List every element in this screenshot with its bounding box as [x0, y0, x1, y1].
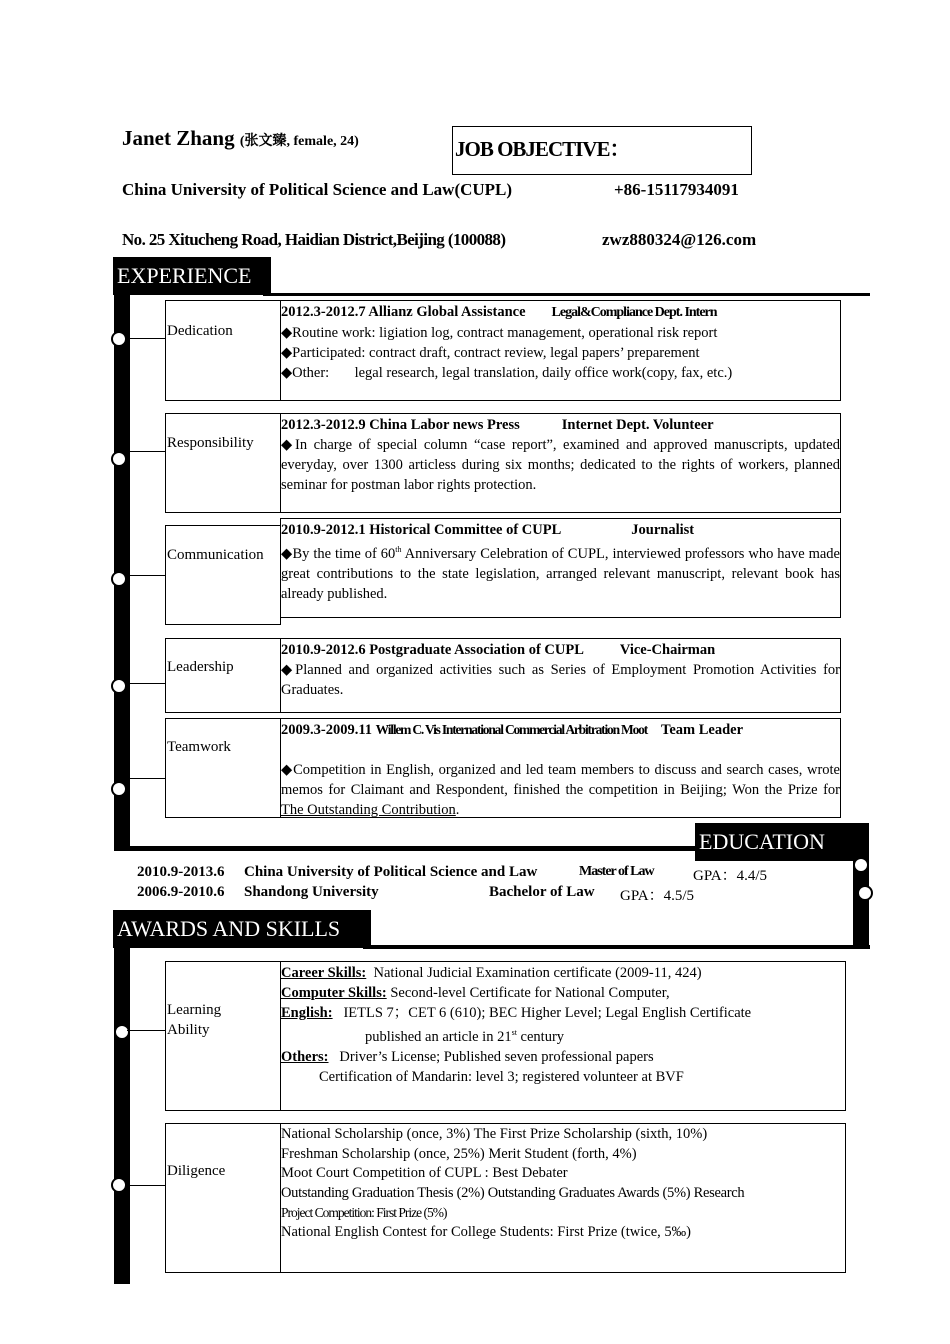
entry-role: Legal&Compliance Dept. Intern — [551, 305, 717, 320]
entry-text: ◆Planned and organized activities such as Series of Employment Promotion Activities for Graduates. — [281, 662, 840, 698]
timeline-node — [853, 857, 869, 873]
education-gpa: GPA：4.5/5 — [620, 888, 695, 904]
awards-label: Diligence — [167, 1163, 226, 1179]
experience-entry — [280, 518, 841, 618]
experience-label: Communication — [167, 547, 264, 563]
job-objective-label: JOB OBJECTIVE： — [455, 137, 630, 161]
experience-label: Responsibility — [167, 435, 254, 451]
timeline-node — [857, 885, 873, 901]
entry-role: Journalist — [631, 522, 695, 538]
timeline-connector — [127, 778, 165, 779]
education-dates: 2010.9-2013.6 — [137, 864, 225, 880]
experience-label: Teamwork — [167, 739, 231, 755]
entry-heading: 2012.3-2012.7 Allianz Global Assistance — [281, 304, 526, 320]
awards-rule — [363, 945, 870, 949]
timeline-connector — [127, 683, 165, 684]
entry-line: ◆Other: legal research, legal translation, daily office work(copy, fax, etc.) — [281, 365, 733, 381]
name-text: Janet Zhang — [122, 126, 235, 150]
awards-label: Ability — [167, 1022, 210, 1038]
experience-label-box — [165, 638, 281, 713]
experience-label-box — [165, 718, 281, 818]
education-degree: Bachelor of Law — [489, 884, 595, 900]
timeline-node — [111, 678, 127, 694]
education-degree: Master of Law — [579, 864, 654, 879]
education-school: China University of Political Science and Law — [244, 864, 538, 880]
education-dates: 2006.9-2010.6 — [137, 884, 225, 900]
candidate-name — [122, 126, 359, 151]
timeline-connector — [127, 1030, 165, 1031]
entry-heading: 2012.3-2012.9 China Labor news Press — [281, 417, 520, 433]
experience-label-box — [165, 300, 281, 401]
timeline-node — [114, 1024, 130, 1040]
experience-entry — [280, 718, 841, 818]
education-gpa: GPA：4.4/5 — [693, 868, 768, 884]
entry-line: ◆Routine work: ligiation log, contract management, operational risk report — [281, 325, 718, 341]
experience-entry — [280, 300, 841, 401]
education-school: Shandong University — [244, 884, 379, 900]
name-detail: (张文臻, female, 24) — [239, 134, 359, 149]
university-text: China University of Political Science and Law(CUPL) — [122, 180, 513, 199]
entry-line: ◆Participated: contract draft, contract review, legal papers’ preparement — [281, 345, 700, 361]
experience-label-box — [165, 525, 281, 625]
experience-entry — [280, 413, 841, 513]
entry-heading: 2009.3-2009.11 — [281, 722, 373, 738]
entry-heading: 2010.9-2012.1 Historical Committee of CUPL — [281, 522, 562, 538]
timeline-node — [111, 571, 127, 587]
entry-text: ◆In charge of special column “case report”, examined and approved manuscripts, updated everyday, over 1300 articless during six months; dedicated to the rights of workers, planned seminar for postman labor rights protection. — [281, 437, 840, 493]
awards-heading: AWARDS AND SKILLS — [113, 910, 371, 948]
awards-label-box — [165, 1123, 281, 1273]
phone-text: +86-15117934091 — [614, 180, 739, 199]
entry-heading: 2010.9-2012.6 Postgraduate Association of CUPL — [281, 642, 584, 658]
experience-entry — [280, 638, 841, 713]
timeline-connector — [127, 338, 165, 339]
experience-heading: EXPERIENCE — [113, 257, 271, 295]
timeline-node — [111, 1177, 127, 1193]
entry-text: ◆By the time of 60th Anniversary Celebration of CUPL, interviewed professors who have made great contributions to the state legislation, arranged relevant manuscript, relevant book has already published. — [281, 545, 840, 602]
awards-timeline-bar — [114, 946, 130, 1284]
experience-label: Leadership — [167, 659, 234, 675]
entry-role: Team Leader — [661, 722, 744, 738]
entry-text: ◆Competition in English, organized and led team members to discuss and search cases, wrote memos for Claimant and Respondent, finished the competition in Beijing; Won the Prize for The Outstanding Contribution. — [281, 762, 840, 818]
experience-bottom-rule — [114, 846, 704, 851]
entry-role: Internet Dept. Volunteer — [561, 417, 714, 433]
experience-rule — [263, 293, 870, 296]
timeline-node — [111, 451, 127, 467]
entry-org: Willem C. Vis International Commercial Arbitration Moot — [375, 722, 647, 737]
timeline-connector — [127, 575, 165, 576]
awards-label: Learning — [167, 1002, 222, 1018]
timeline-connector — [127, 1185, 165, 1186]
skills-entry: Career Skills: National Judicial Examination certificate (2009-11, 424) Computer Skills: Second-level Certificate for National Computer, English: IETLS 7；CET 6 (610); BEC Higher Level; Legal English Certificate published an article in 21st century Others: Driver’s License; Published seven professional papers Certification of Mandarin: level 3; registered volunteer at BVF — [280, 961, 846, 1111]
experience-label: Dedication — [167, 323, 233, 339]
timeline-connector — [127, 451, 165, 452]
address-text: No. 25 Xitucheng Road, Haidian District,Beijing (100088) — [122, 230, 506, 249]
education-heading: EDUCATION — [695, 823, 869, 861]
email-text: zwz880324@126.com — [602, 230, 757, 249]
awards-entry: National Scholarship (once, 3%) The First Prize Scholarship (sixth, 10%) Freshman Scholarship (once, 25%) Merit Student (forth, 4%) Moot Court Competition of CUPL : Best Debater Outstanding Graduation Thesis (2%) Outstanding Graduates Awards (5%) Research Project Competition: First Prize (5%) National English Contest for College Students: First Prize (twice, 5‰) — [280, 1123, 846, 1273]
entry-role: Vice-Chairman — [619, 642, 716, 658]
timeline-node — [111, 331, 127, 347]
job-objective-box — [452, 126, 752, 175]
timeline-node — [111, 781, 127, 797]
experience-label-box — [165, 413, 281, 513]
awards-label-box — [165, 961, 281, 1111]
